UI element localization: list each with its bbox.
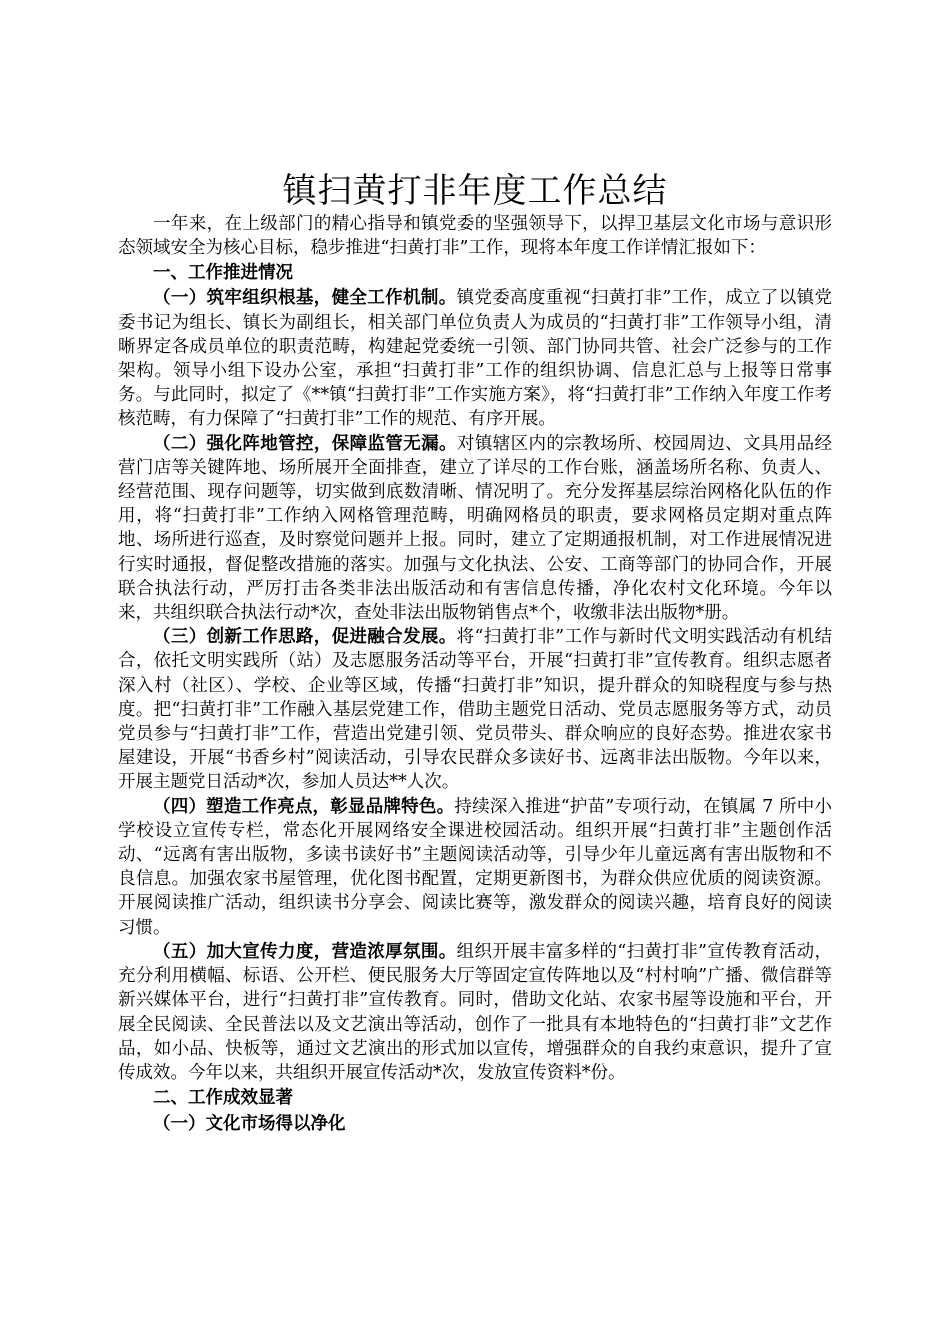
intro-paragraph: 一年来，在上级部门的精心指导和镇党委的坚强领导下，以捍卫基层文化市场与意识形态领域安全为核心目标，稳步推进“扫黄打非”工作，现将本年度工作详情汇报如下：	[118, 214, 832, 259]
item-1-lead: （一）筑牢组织根基，健全工作机制。	[153, 288, 457, 309]
item-4-text: 持续深入推进“护苗”专项行动，在镇属 7 所中小学校设立宣传专栏，常态化开展网络安全课进校园活动。组织开展“扫黄打非”主题创作活动、“远离有害出版物，多读书读好书”主题阅读活动等，引导少年儿童远离有害出版物和不良信息。加强农家书屋管理，优化图书配置，定期更新图书，为群众供应优质的阅读资源。开展阅读推广活动，组织读书分享会、阅读比赛等，激发群众的阅读兴趣，培育良好的阅读习惯。	[118, 796, 832, 938]
paragraph-item-4	[118, 795, 832, 940]
item-5-text: 组织开展丰富多样的“扫黄打非”宣传教育活动，充分利用横幅、标语、公开栏、便民服务大厅等固定宣传阵地以及“村村响”广播、微信群等新兴媒体平台，进行“扫黄打非”宣传教育。同时，借助文化站、农家书屋等设施和平台，开展全民阅读、全民普法以及文艺演出等活动，创作了一批具有本地特色的“扫黄打非”文艺作品，如小品、快板等，通过文艺演出的形式加以宣传，增强群众的自我约束意识，提升了宣传成效。今年以来，共组织开展宣传活动*次，发放宣传资料*份。	[118, 941, 832, 1083]
document-body	[118, 172, 832, 1138]
item-4-lead: （四）塑造工作亮点，彰显品牌特色。	[153, 796, 455, 817]
item-2-lead: （二）强化阵地管控，保障监管无漏。	[153, 433, 457, 454]
paragraph-item-1	[118, 286, 832, 431]
item-2-text: 对镇辖区内的宗教场所、校园周边、文具用品经营门店等关键阵地、场所展开全面排查，建立了详尽的工作台账，涵盖场所名称、负责人、经营范围、现存问题等，切实做到底数清晰、情况明了。充分发挥基层综治网格化队伍的作用，将“扫黄打非”工作纳入网格管理范畴，明确网格员的职责，要求网格员定期对重点阵地、场所进行巡查，及时察觉问题并上报。同时，建立了定期通报机制，对工作进展情况进行实时通报，督促整改措施的落实。加强与文化执法、公安、工商等部门的协同合作，开展联合执法行动，严厉打击各类非法出版活动和有害信息传播，净化农村文化环境。今年以来，共组织联合执法行动*次，查处非法出版物销售点*个，收缴非法出版物*册。	[118, 433, 833, 624]
subsection-heading-2-1: （一）文化市场得以净化	[153, 1114, 346, 1135]
section-heading-1: 一、工作推进情况	[153, 263, 293, 284]
paragraph-item-3	[118, 625, 832, 794]
item-3-text: 将“扫黄打非”工作与新时代文明实践活动有机结合，依托文明实践所（站）及志愿服务活动等平台，开展“扫黄打非”宣传教育。组织志愿者深入村（社区）、学校、企业等区域，传播“扫黄打非”知识，提升群众的知晓程度与参与热度。把“扫黄打非”工作融入基层党建工作，借助主题党日活动、党员志愿服务等方式，动员党员参与“扫黄打非”工作，营造出党建引领、党员带头、群众响应的良好态势。推进农家书屋建设，开展“书香乡村”阅读活动，引导农民群众多读好书、远离非法出版物。今年以来，开展主题党日活动*次，参加人员达**人次。	[118, 627, 832, 793]
item-1-text: 镇党委高度重视“扫黄打非”工作，成立了以镇党委书记为组长、镇长为副组长，相关部门单位负责人为成员的“扫黄打非”工作领导小组，清晰界定各成员单位的职责范畴，构建起党委统一引领、部门协同共管、社会广泛参与的工作架构。领导小组下设办公室，承担“扫黄打非”工作的组织协调、信息汇总与上报等日常事务。与此同时，拟定了《**镇“扫黄打非”工作实施方案》，将“扫黄打非”工作纳入年度工作考核范畴，有力保障了“扫黄打非”工作的规范、有序开展。	[118, 288, 832, 430]
item-3-lead: （三）创新工作思路，促进融合发展。	[153, 627, 457, 648]
document-title: 镇扫黄打非年度工作总结	[282, 171, 668, 211]
paragraph-item-5	[118, 940, 832, 1085]
section-heading-2: 二、工作成效显著	[153, 1088, 293, 1109]
item-5-lead: （五）加大宣传力度，营造浓厚氛围。	[153, 941, 457, 962]
paragraph-item-2	[118, 432, 832, 626]
